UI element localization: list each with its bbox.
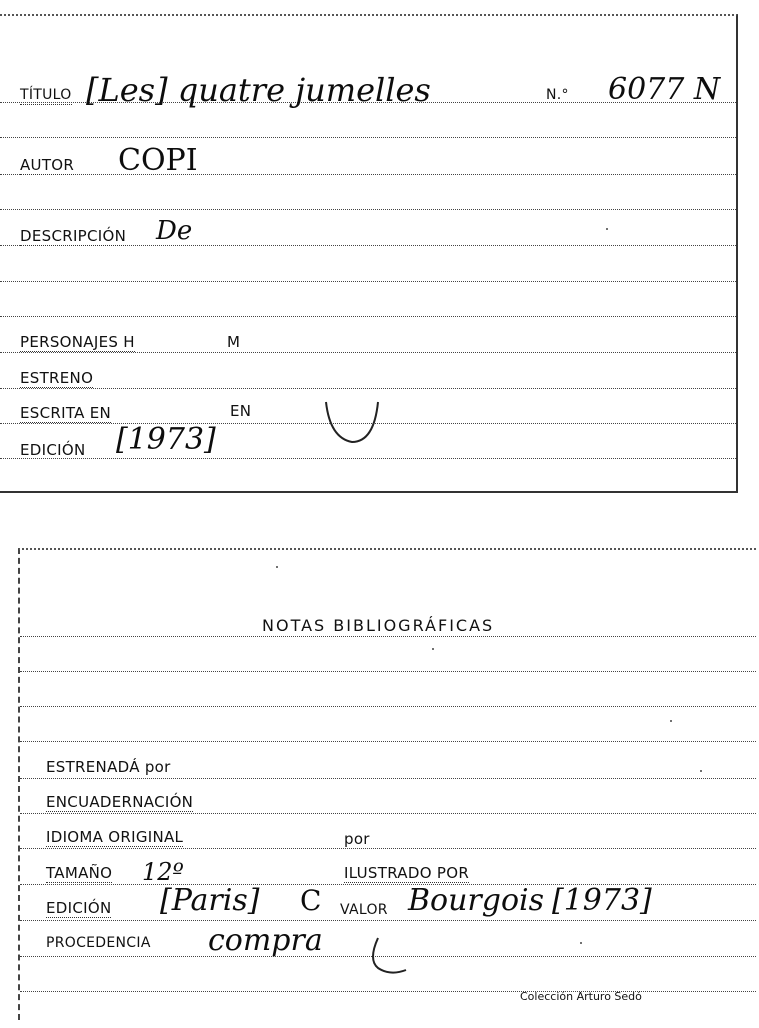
edicion-publisher-value: C — [300, 884, 322, 917]
procedencia-label: PROCEDENCIA — [46, 935, 151, 951]
personajes-m-label: M — [227, 333, 241, 351]
tamano-value: 12º — [142, 858, 184, 886]
personajes-label: PERSONAJES H — [20, 333, 135, 351]
autor-label: AUTOR — [20, 156, 75, 174]
rule-line — [0, 174, 736, 175]
numero-value: 6077 N — [608, 72, 721, 107]
rule-line — [20, 636, 756, 637]
valor-label: VALOR — [340, 902, 388, 918]
rule-line — [20, 848, 756, 849]
edicion-label: EDICIÓN — [20, 441, 86, 459]
valor-value: Bourgois — [408, 883, 545, 918]
edicion-year-value: [1973] — [552, 883, 652, 918]
edicion-value: [1973] — [116, 422, 216, 457]
speck-mark — [606, 228, 608, 230]
titulo-value: [Les] quatre jumelles — [86, 71, 431, 109]
punch-hole-mark — [318, 398, 386, 448]
numero-label: N.° — [546, 87, 569, 103]
rule-line — [20, 671, 756, 672]
rule-line — [0, 388, 736, 389]
rule-line — [0, 209, 736, 210]
speck-mark — [580, 942, 582, 944]
estreno-label: ESTRENO — [20, 369, 94, 387]
speck-mark — [700, 770, 702, 772]
encuadernacion-label: ENCUADERNACIÓN — [46, 793, 194, 811]
rule-line — [20, 813, 756, 814]
edicion-back-label: EDICIÓN — [46, 899, 112, 917]
rule-line — [20, 706, 756, 707]
notas-heading: NOTAS BIBLIOGRÁFICAS — [262, 616, 495, 635]
rule-line — [20, 991, 756, 992]
tamano-label: TAMAÑO — [46, 864, 113, 882]
speck-mark — [670, 720, 672, 722]
descripcion-label: DESCRIPCIÓN — [20, 227, 127, 245]
speck-mark — [432, 648, 434, 650]
titulo-label: TÍTULO — [20, 87, 72, 103]
rule-line — [0, 352, 736, 353]
rule-line — [0, 137, 736, 138]
rule-line — [0, 316, 736, 317]
escrita-en-label: ESCRITA EN — [20, 404, 112, 422]
collection-footer: Colección Arturo Sedó — [520, 990, 642, 1003]
escrita-en-second-label: EN — [230, 402, 252, 420]
ilustrado-label: ILUSTRADO POR — [344, 864, 470, 882]
speck-mark — [276, 566, 278, 568]
rule-line — [20, 778, 756, 779]
rule-line — [0, 281, 736, 282]
edicion-place-value: [Paris] — [160, 883, 260, 918]
rule-line — [20, 741, 756, 742]
idioma-label: IDIOMA ORIGINAL — [46, 828, 184, 846]
rule-line — [0, 458, 736, 459]
idioma-por-label: por — [344, 830, 370, 848]
punch-hole-mark — [364, 934, 412, 978]
procedencia-value: compra — [208, 923, 323, 958]
estrenada-label: ESTRENADÁ por — [46, 758, 171, 776]
descripcion-value: De — [156, 216, 193, 246]
rule-line — [20, 920, 756, 921]
autor-value: COPI — [118, 143, 198, 178]
